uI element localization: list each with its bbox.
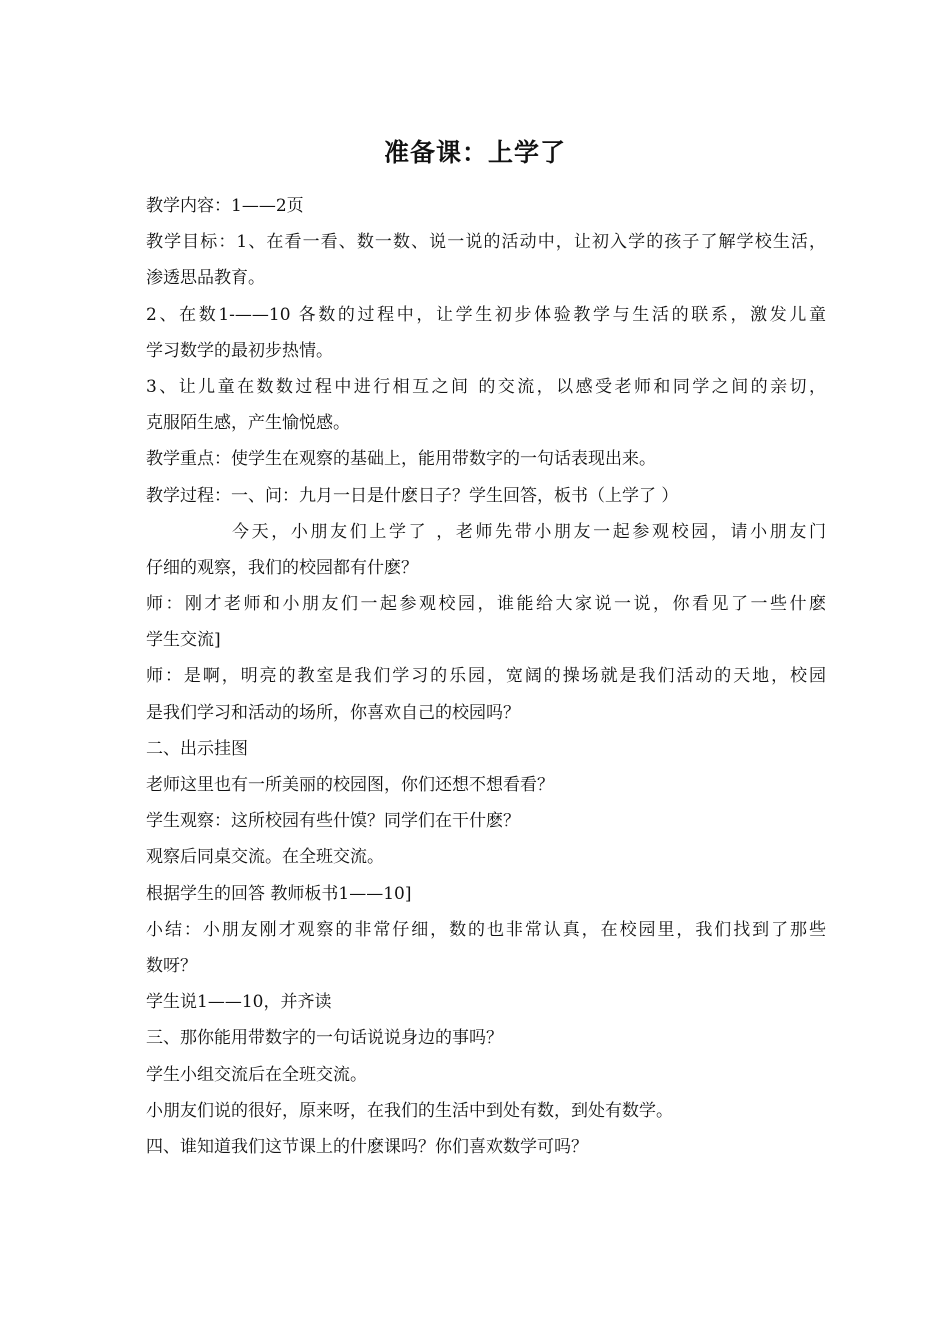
text-line: 师：刚才老师和小朋友们一起参观校园，谁能给大家说一说，你看见了一些什麽 [146, 594, 826, 615]
text-line: 师：是啊，明亮的教室是我们学习的乐园，宽阔的操场就是我们活动的天地，校园 [146, 666, 826, 687]
text-line: 教学目标：1、在看一看、数一数、说一说的活动中，让初入学的孩子了解学校生活， [146, 232, 826, 253]
text-line: 四、谁知道我们这节课上的什麽课吗？你们喜欢数学可吗？ [146, 1136, 588, 1157]
text-line: 学生小组交流后在全班交流。 [146, 1064, 367, 1085]
text-line: 教学内容：1——2页 [146, 196, 304, 216]
text-line: 学生交流] [146, 630, 221, 651]
text-line: 克服陌生感，产生愉悦感。 [146, 413, 350, 434]
text-line: 教学过程：一、问：九月一日是什麽日子？学生回答，板书（上学了 ） [146, 485, 679, 506]
text-line: 是我们学习和活动的场所，你喜欢自己的校园吗？ [146, 702, 520, 723]
text-line: 渗透思品教育。 [146, 268, 265, 289]
document-title: 准备课：上学了 [383, 138, 566, 167]
text-line: 学生观察：这所校园有些什馍？同学们在干什麽？ [146, 811, 520, 832]
text-line: 学生说1——10，并齐读 [146, 992, 332, 1013]
text-line: 学习数学的最初步热情。 [146, 340, 333, 361]
text-line: 根据学生的回答 教师板书1——10] [146, 883, 412, 904]
text-line: 3、让儿童在数数过程中进行相互之间 的交流，以感受老师和同学之间的亲切， [146, 376, 826, 397]
text-line: 二、出示挂图 [146, 738, 248, 759]
text-line: 老师这里也有一所美丽的校园图，你们还想不想看看？ [146, 775, 554, 795]
text-line: 小朋友们说的很好，原来呀，在我们的生活中到处有数，到处有数学。 [146, 1100, 673, 1121]
text-line: 教学重点：使学生在观察的基础上，能用带数字的一句话表现出来。 [146, 449, 656, 470]
text-line: 观察后同桌交流。在全班交流。 [146, 847, 384, 868]
text-line: 小结：小朋友刚才观察的非常仔细，数的也非常认真，在校园里，我们找到了那些 [146, 919, 826, 940]
text-line: 今天，小朋友们上学了 ，老师先带小朋友一起参观校园，请小朋友门 [232, 521, 826, 542]
document-body [146, 188, 826, 1165]
text-line: 2、在数1-——10 各数的过程中，让学生初步体验教学与生活的联系，激发儿童 [146, 304, 826, 325]
text-line: 三、那你能用带数字的一句话说说身边的事吗？ [146, 1028, 503, 1049]
text-line: 仔细的观察，我们的校园都有什麽？ [146, 557, 418, 578]
text-line: 数呀？ [146, 955, 197, 976]
